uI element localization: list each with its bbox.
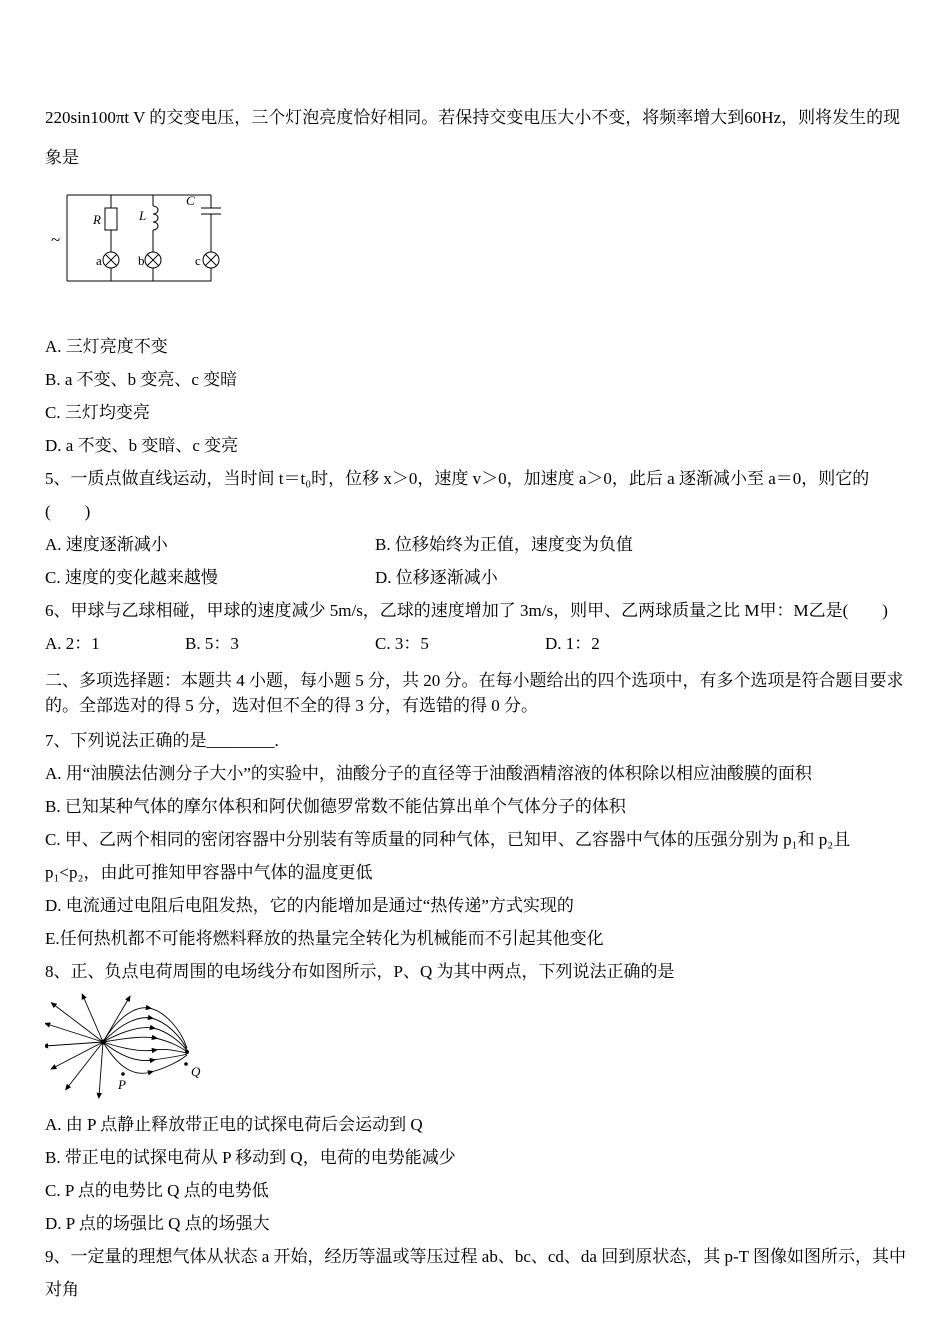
- lamp-b-label: b: [138, 253, 145, 268]
- q8-option-d: D. P 点的场强比 Q 点的场强大: [45, 1214, 270, 1233]
- capacitor-icon: [201, 208, 221, 214]
- dipole-field-diagram: [45, 992, 240, 1102]
- q8-option-b: B. 带正电的试探电荷从 P 移动到 Q，电荷的电势能减少: [45, 1148, 456, 1167]
- point-q-dot: [184, 1062, 188, 1066]
- field-line: [53, 1004, 103, 1042]
- q7-option-c: C. 甲、乙两个相同的密闭容器中分别装有等质量的同种气体，已知甲、乙容器中气体的压强分别为 p₁和 p₂且 p₁<p₂，由此可推知甲容器中气体的温度更低: [45, 830, 851, 882]
- point-p-dot: [121, 1072, 125, 1076]
- field-line: [103, 1042, 187, 1061]
- q5-option-c: C. 速度的变化越来越慢: [45, 568, 218, 587]
- lamp-a-label: a: [96, 253, 102, 268]
- q4-option-d: D. a 不变、b 变暗、c 变亮: [45, 436, 239, 455]
- q4-stem: 220sin100πt V 的交变电压，三个灯泡亮度恰好相同。若保持交变电压大小不变，将频率增大到60Hz，则将发生的现象是: [45, 108, 901, 167]
- q8-option-c: C. P 点的电势比 Q 点的电势低: [45, 1181, 269, 1200]
- q9-stem: 9、一定量的理想气体从状态 a 开始，经历等温或等压过程 ab、bc、cd、da 回到原状态，其 p-T 图像如图所示，其中对角: [45, 1247, 906, 1299]
- q4-options: [45, 330, 908, 462]
- field-line: [45, 1042, 103, 1046]
- q6-option-b: B. 5：3: [185, 634, 239, 653]
- q4-option-a: A. 三灯亮度不变: [45, 337, 168, 356]
- field-line: [47, 1024, 103, 1042]
- field-line: [67, 1042, 103, 1088]
- lamp-b-cross: [147, 254, 158, 265]
- q7-option-b: B. 已知某种气体的摩尔体积和阿伏伽德罗常数不能估算出单个气体分子的体积: [45, 797, 626, 816]
- resistor-label: R: [93, 212, 101, 227]
- q8-stem: 8、正、负点电荷周围的电场线分布如图所示，P、Q 为其中两点，下列说法正确的是: [45, 962, 675, 981]
- q5-stem: 5、一质点做直线运动，当时间 t＝t₀时，位移 x＞0，速度 v＞0，加速度 a＞0，此后 a 逐渐减小至 a＝0，则它的( ): [45, 469, 870, 521]
- field-line: [83, 996, 103, 1042]
- rlc-circuit-diagram: [51, 188, 227, 288]
- capacitor-label: C: [186, 193, 195, 208]
- q5-option-b: B. 位移始终为正值，速度变为负值: [375, 535, 633, 554]
- q8-option-a: A. 由 P 点静止释放带正电的试探电荷后会运动到 Q: [45, 1115, 423, 1134]
- q5-option-d: D. 位移逐渐减小: [375, 568, 498, 587]
- q7-option-e: E.任何热机都不可能将燃料释放的热量完全转化为机械能而不引起其他变化: [45, 929, 604, 948]
- q6-stem: 6、甲球与乙球相碰，甲球的速度减少 5m/s，乙球的速度增加了 3m/s，则甲、乙两球质量之比 M甲：M乙是( ): [45, 601, 888, 620]
- lamp-c-cross: [205, 254, 216, 265]
- q4-option-c: C. 三灯均变亮: [45, 403, 150, 422]
- q4-option-b: B. a 不变、b 变亮、c 变暗: [45, 370, 238, 389]
- inductor-label: L: [139, 208, 147, 223]
- q6-option-c: C. 3：5: [375, 634, 429, 653]
- ac-source-icon: ~: [51, 230, 61, 249]
- field-lines-figure: [45, 992, 908, 1102]
- q6-option-d: D. 1：2: [545, 634, 600, 653]
- field-line: [53, 1042, 103, 1068]
- field-line: [103, 1042, 187, 1073]
- field-line: [103, 1018, 187, 1050]
- q5-options: [45, 528, 908, 594]
- point-p-label: P: [118, 1077, 126, 1092]
- inductor-icon: [153, 206, 158, 230]
- resistor-icon: [105, 208, 117, 230]
- q7-option-a: A. 用“油膜法估测分子大小”的实验中，油酸分子的直径等于油酸酒精溶液的体积除以相应油酸膜的面积: [45, 764, 812, 783]
- q7-option-d: D. 电流通过电阻后电阻发热，它的内能增加是通过“热传递”方式实现的: [45, 896, 574, 915]
- lamp-a-cross: [105, 254, 116, 265]
- q6-options: [45, 627, 908, 660]
- q7-stem: 7、下列说法正确的是________.: [45, 731, 279, 750]
- q5-option-a: A. 速度逐渐减小: [45, 535, 168, 554]
- point-q-label: Q: [191, 1064, 201, 1079]
- q6-option-a: A. 2：1: [45, 634, 100, 653]
- field-line: [99, 1042, 103, 1096]
- lamp-c-label: c: [195, 253, 201, 268]
- circuit-figure: [51, 188, 908, 288]
- section2-header: 二、多项选择题：本题共 4 小题，每小题 5 分，共 20 分。在每小题给出的四个选项中，有多个选项是符合题目要求的。全部选对的得 5 分，选对但不全的得 3 分，有选错的得 0 分。: [45, 671, 904, 715]
- field-line: [103, 1037, 187, 1052]
